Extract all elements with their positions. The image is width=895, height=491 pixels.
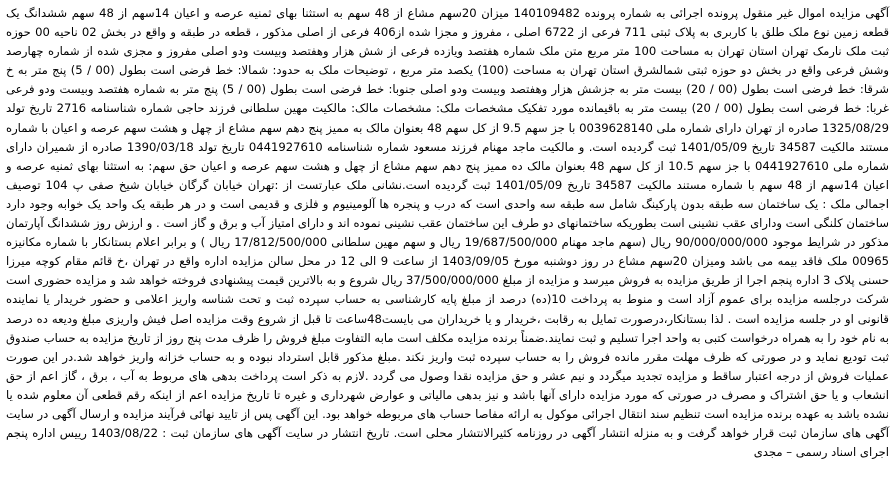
auction-notice-text: آگهی مزایده اموال غیر منقول پرونده اجرائی به شماره پرونده 140109482 میزان 20سهم مشاع از 48 سهم به استثنا بهای ثمنیه عرصه و اعیان 14سهم از 48 سهم ششدانگ یک قطعه زمین نوع ملک طلق با کاربری به پلاک ثبتی 711 فرعی از 6722 اصلی ، مفروز و مجزا شده از406 فرعی از اصلی مذکور ، قطعه در طبقه و واقع در بخش 02 ناحیه 00 حوزه ثبت ملک نارمک تهران استان تهران به مساحت 100 متر مربع متن ملک شماره هفتصد ویازده فرعی از شش هزار وهفتصد وبیست ودو اصلی مفروز و مجزی شده از شماره چهارصد وشش فرعی واقع در بخش دو حوزه ثبتی شمالشرق استان تهران به مساحت (100) یکصد متر مربع ، توضیحات ملک به حدود: شمالا: خط فرضی است بطول (00 / 5) پنج متر به خ شرقا: خط فرضی است بطول (00 / 20) بیست متر به جزشش هزار وهفتصد وبیست ودو اصلی جنوبا: خط فرضی است بطول (00 / 5) پنج متر به شماره هفتصد وبیست ودو فرعی غربا: خط فرضی است بطول (00 / 20) بیست متر به باقیمانده مورد تفکیک مشخصات ملک: مشخصات مالک: مالکیت مهین سلطانی فرزند حاجی شماره شناسنامه 2716 تاریخ تولد 1325/08/29 صادره از تهران دارای شماره ملی 0039628140 با جز سهم 9.5 از کل سهم 48 بعنوان مالک به ممیز پنج دهم سهم مشاع از چهل و هشت سهم عرصه و اعیان با شماره مستند مالکیت 34587 تاریخ 1401/05/09 ثبت گردیده است. و مالکیت ماجد مهنام فرزند مسعود شماره شناسنامه 0441927610 تاریخ تولد 1390/03/18 صادره از شمیران دارای شماره ملی 0441927610 با جز سهم 10.5 از کل سهم 48 بعنوان مالک ده ممیز پنج دهم سهم مشاع از چهل و هشت سهم عرصه و اعیان حق سهم: به استثنا بهای ثمنیه عرصه و اعیان 14سهم از 48 سهم با شماره مستند مالکیت 34587 تاریخ 1401/05/09 ثبت گردیده است.نشانی ملک عبارتست از :تهران خیابان گرگان خیابان شیخ صفی پ 104 توصیف اجمالی ملک : یک ساختمان سه طبقه بدون پارکینگ شامل سه طبقه سه واحدی است که درب و پنجره ها آلومینیوم و فلزی و قدیمی است و در هر طبقه یک واحد یک خوابه وجود دارد ساختمان کلنگی است ودارای عقب نشینی است بطوریکه ساختمانهای دو طرف این ساختمان عقب نشینی نموده اند و دارای امتیاز آب و برق و گاز است . و ارزش روز ششدانگ آپارتمان مذکور در شرایط موجود 90/000/000/000 ریال (سهم ماجد مهنام 19/687/500/000 ریال و سهم مهین سلطانی 17/812/500/000 ریال ) و برابر اعلام بستانکار با شماره مکانیزه 00965 ملک فاقد بیمه می باشد ومیزان 20سهم مشاع در روز دوشنبه مورخ 1403/09/05 از ساعت 9 الی 12 در محل سالن مزایده اداره واقع در تهران ،خ قائم مقام کوچه میرزا حسنی پلاک 3 اداره پنجم اجرا از طریق مزایده به فروش میرسد و مزایده از مبلغ 37/500/000/000 ریال شروع و به بالاترین قیمت پیشنهادی فروخته خواهد شد و مزایده حضوری است شرکت درجلسه مزایده برای عموم آزاد است و منوط به پرداخت 10(ده) درصد از مبلغ پایه کارشناسی به حساب سپرده ثبت و تحت شناسه واریز اعلامی و حضور خریدار یا نماینده قانونی او در جلسه مزایده است . لذا بستانکار،درصورت تمایل به رقابت ،خریدار و یا خریداران می بایست48ساعت تا قبل از شروع وقت مزایده اصل فیش واریزی مبلغ ودیعه ده درصد به نام خود را به همراه درخواست کتبی به واحد اجرا تسلیم و ثبت نمایند.ضمناً برنده مزایده مکلف است مابه التفاوت مبلغ فروش را ظرف مدت پنج روز از تاریخ مزایده به حساب صندوق ثبت تودیع نماید و در صورتی که ظرف مهلت مقرر مانده فروش را به حساب سپرده ثبت واریز نکند .مبلغ مذکور قابل استرداد نبوده و به حساب خزانه واریز خواهد شد.در این صورت عملیات فروش از درجه اعتبار ساقط و مزایده تجدید میگردد و نیم عشر و حق مزایده نقدا وصول می گردد .لازم به ذکر است پرداخت بدهی های مربوط به آب ، برق ، گاز اعم از حق انشعاب و یا حق اشتراک و مصرف در صورتی که مورد مزایده دارای آنها باشد و نیز بدهی مالیاتی و عوارض شهرداری و غیره تا تاریخ مزایده اعم از اینکه رقم قطعی آن معلوم شده یا نشده باشد به عهده برنده مزایده است تنظیم سند انتقال اجرائی موکول به ارائه مفاصا حساب های مربوطه خواهد بود. این آگهی پس از تایید نهائی فرآیند مزایده و ارسال آگهی در سایت آگهی های سازمان ثبت قرار خواهد گرفت و به منزله انتشار آگهی در روزنامه کثیرالانتشار محلی است. تاریخ انتشار در سایت آگهی های سازمان ثبت : 1403/08/22 رییس اداره پنجم اجرای اسناد رسمی – مجدی (6, 6, 890, 460)
